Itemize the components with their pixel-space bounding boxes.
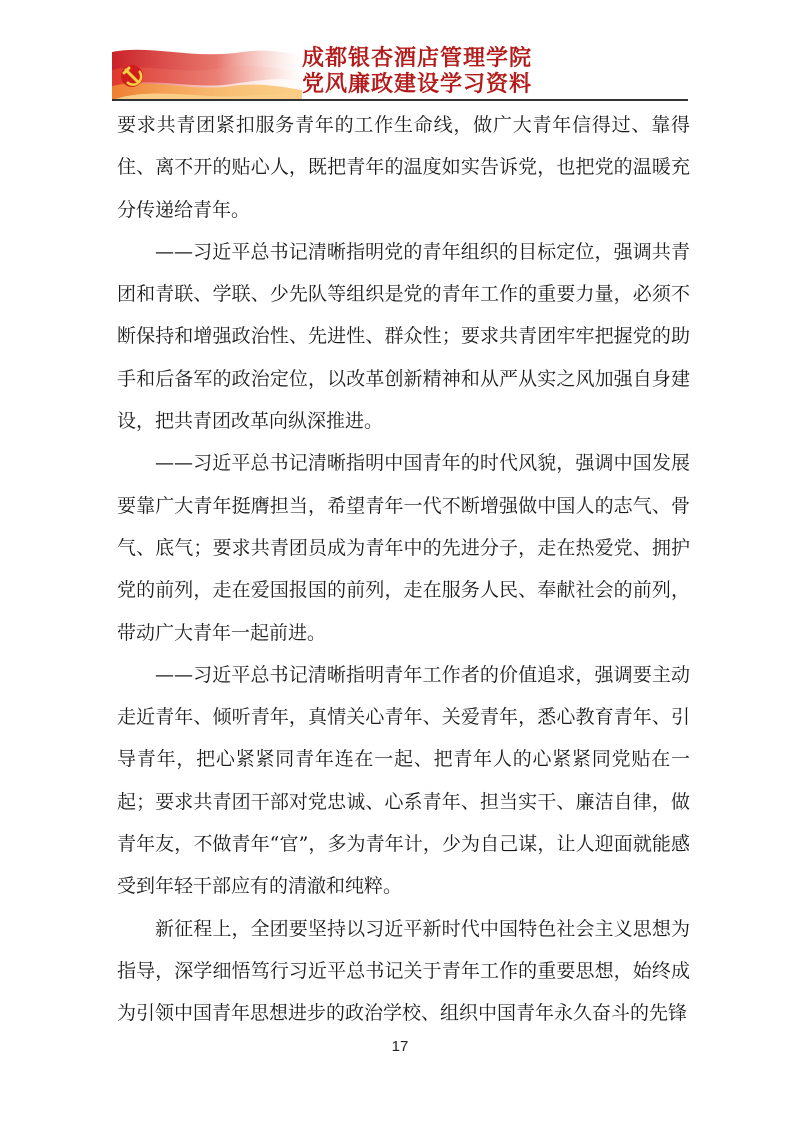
paragraph: ——习近平总书记清晰指明党的青年组织的目标定位，强调共青团和青联、学联、少先队等组织是党的青年工作的重要力量，必须不断保持和增强政治性、先进性、群众性；要求共青团牢牢把握党的助手和后备军的政治定位，以改革创新精神和从严从实之风加强自身建设，把共青团改革向纵深推进。: [117, 240, 690, 433]
paragraph: ——习近平总书记清晰指明青年工作者的价值追求，强调要主动走近青年、倾听青年，真情关心青年、关爱青年，悉心教育青年、引导青年，把心紧紧同青年连在一起、把青年人的心紧紧同党贴在一起；要求共青团干部对党忠诚、心系青年、担当实干、廉洁自律，做青年友，不做青年“官”，多为青年计，少为自己谋，让人迎面就能感受到年轻干部应有的清澈和纯粹。: [117, 663, 690, 898]
header-divider: [112, 99, 688, 101]
paragraph: ——习近平总书记清晰指明中国青年的时代风貌，强调中国发展要靠广大青年挺膺担当，希望青年一代不断增强做中国人的志气、骨气、底气；要求共青团员成为青年中的先进分子，走在热爱党、拥护党的前列，走在爱国报国的前列，走在服务人民、奉献社会的前列，带动广大青年一起前进。: [117, 452, 690, 644]
header-title-line1: 成都银杏酒店管理学院: [302, 46, 533, 71]
document-body: [117, 104, 690, 1035]
paragraph: 新征程上，全团要坚持以习近平新时代中国特色社会主义思想为指导，深学细悟笃行习近平总书记关于青年工作的重要思想，始终成为引领中国青年思想进步的政治学校、组织中国青年永久奋斗的先锋: [117, 917, 690, 1025]
page-header: [0, 0, 800, 100]
header-title-line2: 党风廉政建设学习资料: [302, 72, 533, 97]
page-number: 17: [391, 1038, 409, 1055]
party-emblem-flag-icon: [112, 46, 302, 100]
header-title: [302, 46, 532, 98]
paragraph: 要求共青团紧扣服务青年的工作生命线，做广大青年信得过、靠得住、离不开的贴心人，既把青年的温度如实告诉党，也把党的温暖充分传递给青年。: [117, 114, 690, 221]
